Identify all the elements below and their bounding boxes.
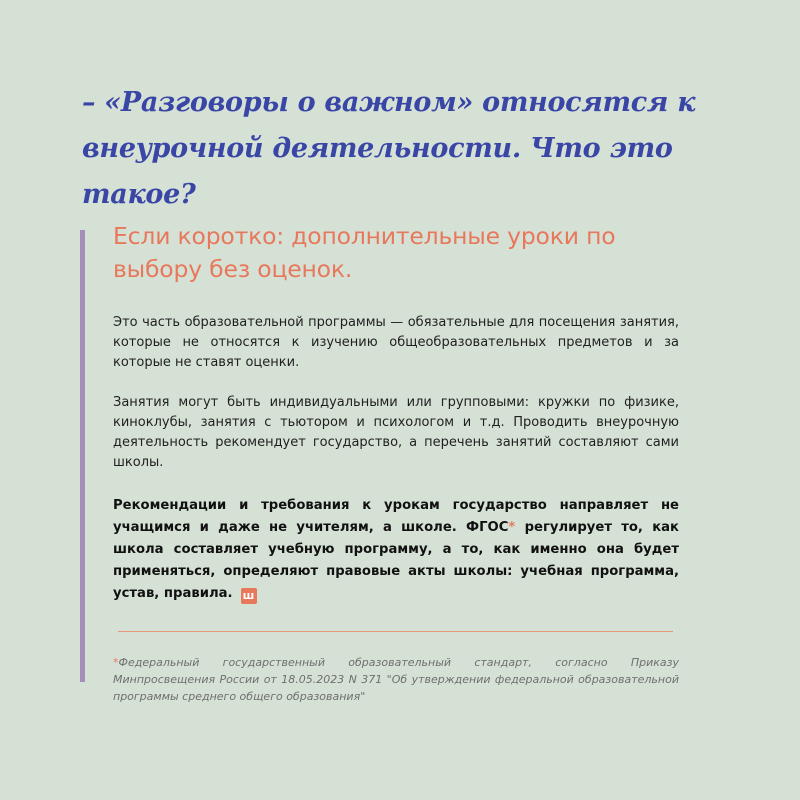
divider xyxy=(118,631,673,632)
footnote-marker: * xyxy=(508,520,516,535)
paragraph-definition: Это часть образовательной программы — обязательные для посещения занятия, которые не относятся к изучению общеобразовательных предметов и за которые не ставят оценки. xyxy=(113,315,679,370)
paragraph-recommendations xyxy=(113,495,679,605)
accent-bar xyxy=(80,230,85,682)
content-block xyxy=(113,220,679,705)
school-badge-icon: ш xyxy=(241,588,257,604)
footnote-asterisk: * xyxy=(113,656,119,669)
paragraph-recommendations-start: Рекомендации и требования к урокам государство направляет не учащимся и даже не учителям, а школе. ФГОС xyxy=(113,498,679,535)
footnote xyxy=(113,654,679,705)
lead-text: Если коротко: дополнительные уроки по выбору без оценок. xyxy=(113,222,616,283)
paragraph-recommendations-end: регулирует то, как школа составляет учебную программу, а то, как именно она будет применяться, определяют правовые акты школы: учебная программа, устав, правила. xyxy=(113,520,679,601)
footnote-text: Федеральный государственный образовательный стандарт, согласно Приказу Минпросвещения России от 18.05.2023 N 371 "Об утверждении федеральной образовательной программы среднего общего образования" xyxy=(113,656,679,703)
paragraph-examples: Занятия могут быть индивидуальными или групповыми: кружки по физике, киноклубы, занятия с тьютором и психологом и т.д. Проводить внеурочную деятельность рекомендует государство, а перечень занятий составляют сами школы. xyxy=(113,395,679,470)
page-title: – «Разговоры о важном» относятся к внеурочной деятельности. Что это такое? xyxy=(82,87,696,210)
